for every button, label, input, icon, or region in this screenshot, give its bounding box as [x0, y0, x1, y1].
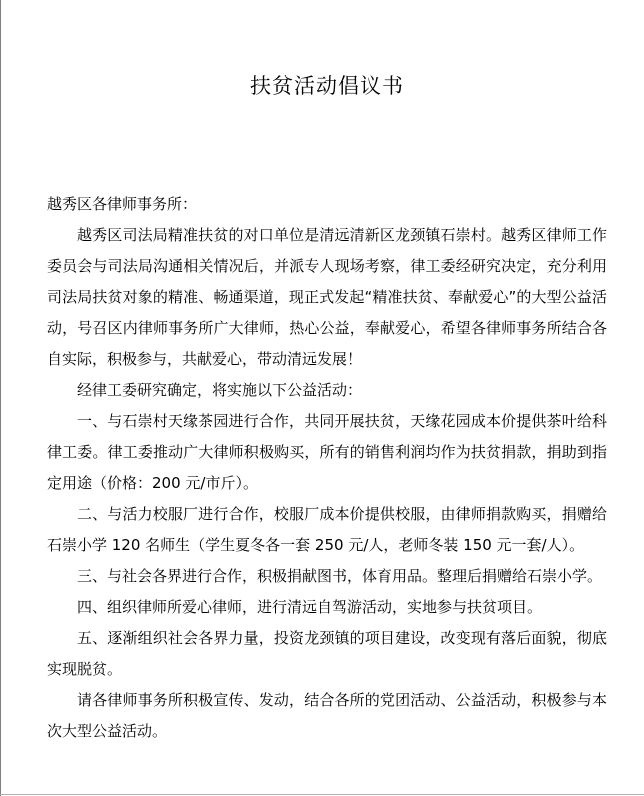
- paragraph-activity-4: 四、组织律师所爱心律师，进行清远自驾游活动，实地参与扶贫项目。: [77, 598, 543, 616]
- paragraph-activity-3: 三、与社会各界进行合作，积极捐献图书，体育用品。整理后捐赠给石崇小学。: [77, 567, 603, 585]
- paragraph-intro: 越秀区司法局精准扶贫的对口单位是清远清新区龙颈镇石崇村。越秀区律师工作委员会与司法局沟通相关情况后，并派专人现场考察，律工委经研究决定，充分利用司法局扶贫对象的精准、畅通渠道，现正式发起“精准扶贫、奉献爱心”的大型公益活动，号召区内律师事务所广大律师，热心公益，奉献爱心，希望各律师事务所结合各自实际，积极参与，共献爱心，带动清远发展！: [47, 226, 607, 368]
- paragraph-activity-2: 二、与活力校服厂进行合作，校服厂成本价提供校服，由律师捐款购买，捐赠给石崇小学 120 名师生（学生夏冬各一套 250 元/人，老师冬装 150 元一套/人）。: [47, 505, 607, 554]
- salutation: 越秀区各律师事务所：: [47, 195, 198, 213]
- paragraph-activities-intro: 经律工委研究确定，将实施以下公益活动：: [77, 381, 363, 399]
- paragraph-closing: 请各律师事务所积极宣传、发动，结合各所的党团活动、公益活动，积极参与本次大型公益活动。: [47, 691, 607, 740]
- document-body: [47, 60, 607, 747]
- document-title: 扶贫活动倡议书: [250, 74, 404, 98]
- paragraph-activity-5: 五、逐渐组织社会各界力量，投资龙颈镇的项目建设，改变现有落后面貌，彻底实现脱贫。: [47, 629, 607, 678]
- page-left-border: [0, 0, 1, 796]
- page-bottom-border: [0, 794, 644, 795]
- paragraph-activity-1: 一、与石崇村天缘茶园进行合作，共同开展扶贫，天缘花园成本价提供茶叶给科律工委。律工委推动广大律师积极购买，所有的销售利润均作为扶贫捐款，捐助到指定用途（价格：200 元/市斤）。: [47, 412, 607, 492]
